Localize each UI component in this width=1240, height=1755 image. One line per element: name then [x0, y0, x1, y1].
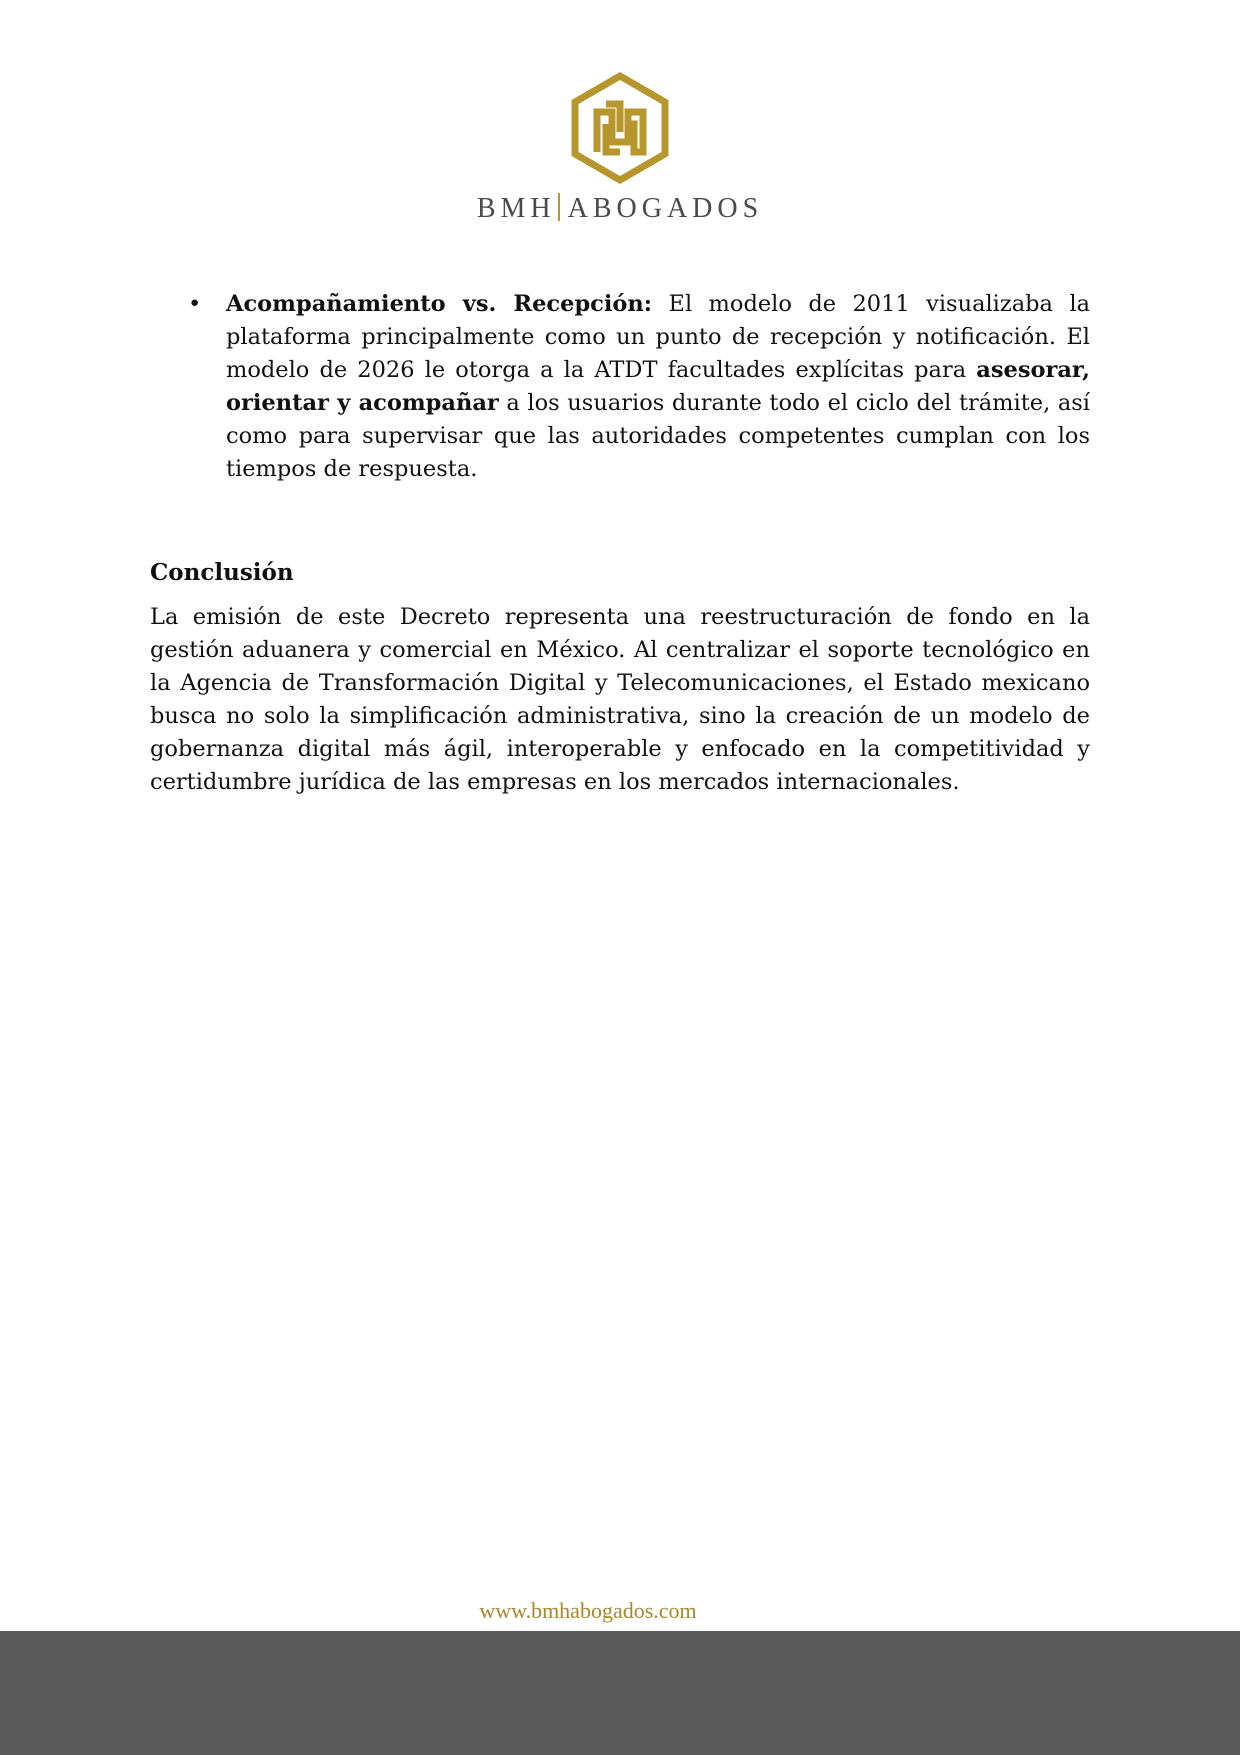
conclusion-paragraph: La emisión de este Decreto representa una reestructuración de fondo en la gestión aduanera y comercial en México. Al centralizar el soporte tecnológico en la Agencia de Transformación Digital y Telecomunicaciones, el Estado mexicano busca no solo la simplificación administrativa, sino la creación de un modelo de gobernanza digital más ágil, interoperable y enfocado en la competitividad y certidumbre jurídica de las empresas en los mercados internacionales.: [150, 604, 1090, 795]
brand-wordmark: [0, 192, 1240, 226]
bullet-emphasis: asesorar, orientar y acompañar: [226, 357, 1090, 416]
section-title: Conclusión: [150, 559, 294, 586]
footer-bar: [0, 1631, 1240, 1755]
brand-divider: [558, 193, 560, 221]
bullet-lead: Acompañamiento vs. Recepción:: [226, 291, 653, 317]
bullet-list: [150, 288, 1090, 486]
list-item: [188, 288, 1090, 486]
bullet-icon: •: [188, 291, 202, 317]
brand-name-left: BMH: [476, 193, 556, 224]
website-link[interactable]: www.bmhabogados.com: [479, 1598, 697, 1623]
bmh-hexagon-monogram-icon: [570, 72, 670, 184]
bullet-text-end: a los usuarios durante todo el ciclo del trámite, así como para supervisar que las autoridades competentes cumplan con los tiempos de respuesta.: [226, 390, 1090, 482]
letterhead: [0, 72, 1240, 226]
bullet-text: El modelo de 2011 visualizaba la plataforma principalmente como un punto de recepción y notificación. El modelo de 2026 le otorga a la ATDT facultades explícitas para: [226, 291, 1090, 383]
document-body: [150, 288, 1090, 799]
brand-name-right: ABOGADOS: [567, 193, 764, 224]
